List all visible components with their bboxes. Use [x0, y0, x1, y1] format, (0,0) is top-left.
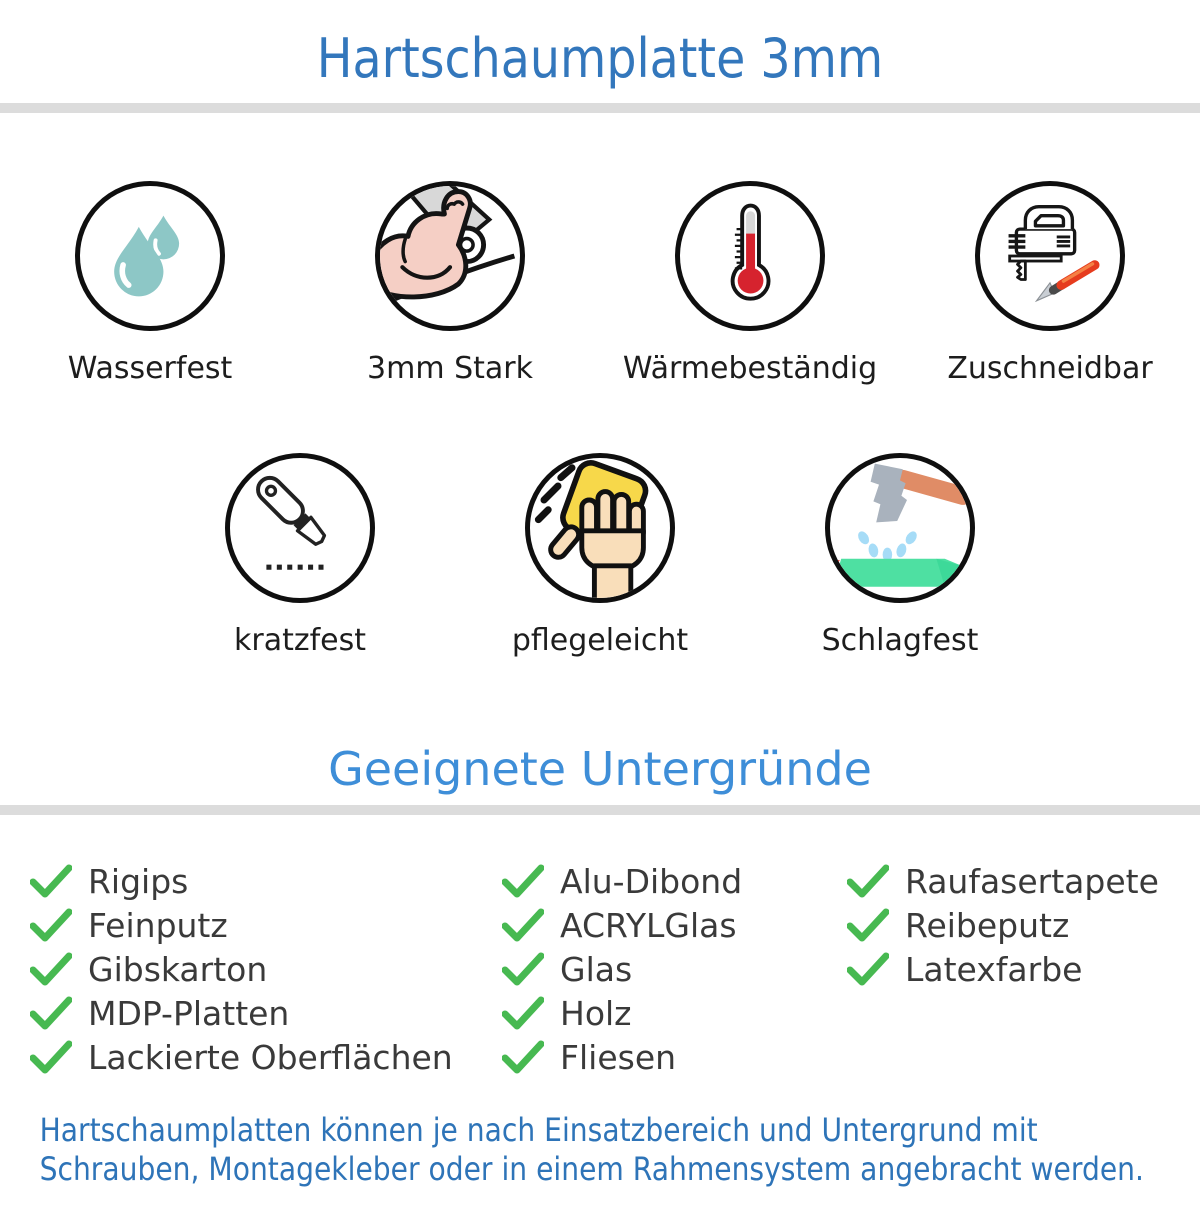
icon-circle [225, 453, 375, 603]
icon-circle [375, 181, 525, 331]
list-item-label: Reibeputz [905, 905, 1070, 945]
feature-waterproof [0, 181, 300, 389]
list-item-label: Feinputz [88, 905, 228, 945]
list-item-label: Alu-Dibond [560, 861, 743, 901]
check-icon [847, 908, 889, 942]
list-item [30, 1035, 502, 1079]
utility-knife-icon [244, 472, 356, 584]
feature-3mm-strong [300, 181, 600, 389]
list-item-label: MDP-Platten [88, 993, 290, 1033]
list-item [30, 991, 502, 1035]
list-item-label: Rigips [88, 861, 189, 901]
list-item [30, 903, 502, 947]
list-item-label: Latexfarbe [905, 949, 1083, 989]
feature-label: Schlagfest [821, 623, 979, 658]
check-icon [30, 908, 72, 942]
check-icon [30, 952, 72, 986]
icon-circle [975, 181, 1125, 331]
strong-arm-icon [380, 186, 520, 326]
icon-circle [675, 181, 825, 331]
feature-easy-care [480, 453, 720, 661]
check-icon [847, 864, 889, 898]
feature-impact-proof [780, 453, 1020, 661]
feature-heat-resistant [600, 181, 900, 389]
feature-scratch-proof [180, 453, 420, 661]
icon-circle [525, 453, 675, 603]
list-item-label: Gibskarton [88, 949, 268, 989]
feature-row-1 [0, 181, 1200, 389]
list-item-label: Raufasertapete [905, 861, 1159, 901]
list-item [502, 859, 847, 903]
list-item [30, 859, 502, 903]
check-icon [502, 864, 544, 898]
feature-label: 3mm Stark [367, 351, 533, 386]
substrates-title: Geeignete Untergründe [328, 742, 872, 796]
feature-row-2 [0, 453, 1200, 661]
substrates-column-2 [502, 859, 847, 1079]
feature-label: Zuschneidbar [947, 351, 1153, 386]
list-item [502, 1035, 847, 1079]
check-icon [847, 952, 889, 986]
feature-label: Wärmebeständig [622, 351, 878, 386]
divider [0, 103, 1200, 113]
check-icon [502, 908, 544, 942]
list-item-label: Fliesen [560, 1037, 677, 1077]
jigsaw-and-knife-icon [994, 200, 1106, 312]
list-item-label: ACRYLGlas [560, 905, 737, 945]
list-item-label: Holz [560, 993, 632, 1033]
list-item [847, 859, 1200, 903]
water-drops-icon [94, 200, 206, 312]
hammer-impact-icon [830, 458, 970, 598]
check-icon [502, 1040, 544, 1074]
mounting-note [0, 1111, 1144, 1189]
icon-circle [825, 453, 975, 603]
thermometer-icon [694, 200, 806, 312]
icon-circle [75, 181, 225, 331]
check-icon [502, 952, 544, 986]
check-icon [30, 1040, 72, 1074]
feature-cuttable [900, 181, 1200, 389]
cleaning-hand-icon [530, 458, 670, 598]
feature-label: pflegeleicht [511, 623, 689, 658]
page-title: Hartschaumplatte 3mm [316, 27, 884, 90]
feature-label: kratzfest [233, 623, 366, 658]
check-icon [30, 996, 72, 1030]
list-item [502, 947, 847, 991]
list-item [502, 991, 847, 1035]
substrates-column-1 [30, 859, 502, 1079]
mounting-note-line: Schrauben, Montagekleber oder in einem Rahmensystem angebracht werden. [39, 1150, 1144, 1188]
list-item [502, 903, 847, 947]
substrates-column-3 [847, 859, 1200, 991]
list-item [847, 903, 1200, 947]
list-item-label: Glas [560, 949, 633, 989]
list-item-label: Lackierte Oberflächen [88, 1037, 453, 1077]
mounting-note-line: Hartschaumplatten können je nach Einsatzbereich und Untergrund mit [39, 1111, 1038, 1149]
check-icon [502, 996, 544, 1030]
list-item [30, 947, 502, 991]
divider [0, 805, 1200, 815]
feature-label: Wasserfest [67, 351, 233, 386]
check-icon [30, 864, 72, 898]
substrates-list [0, 859, 1200, 1079]
list-item [847, 947, 1200, 991]
